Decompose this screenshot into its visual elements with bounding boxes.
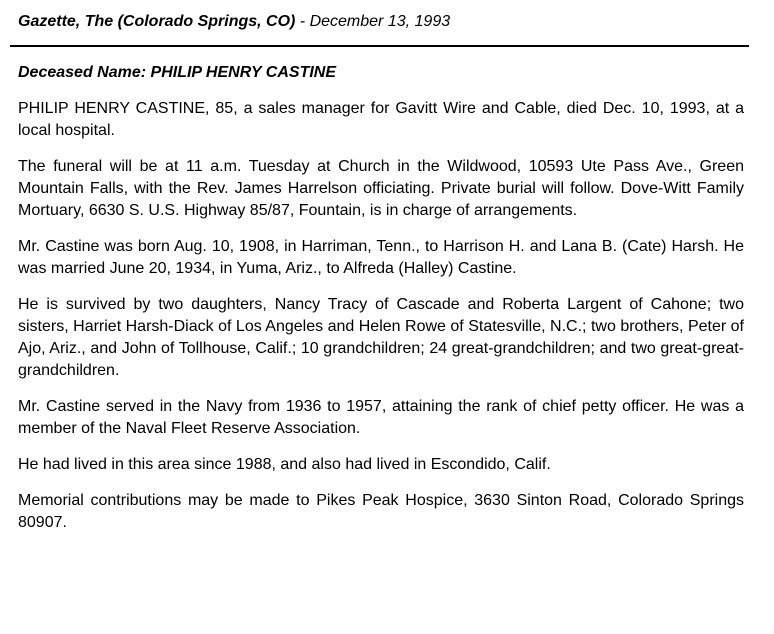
deceased-name: Deceased Name: PHILIP HENRY CASTINE bbox=[18, 64, 337, 81]
header-divider bbox=[10, 45, 749, 47]
obituary-body bbox=[18, 98, 744, 548]
obituary-paragraph: He is survived by two daughters, Nancy Tracy of Cascade and Roberta Largent of Cahone; two sisters, Harriet Harsh-Diack of Los Angeles and Helen Rowe of Statesville, N.C.; two brothers, Peter of Ajo, Ariz., and John of Tollhouse, Calif.; 10 grandchildren; 24 great-grandchildren; and two great-great-grandchildren. bbox=[18, 296, 744, 379]
obituary-paragraph: Mr. Castine served in the Navy from 1936 to 1957, attaining the rank of chief petty officer. He was a member of the Naval Fleet Reserve Association. bbox=[18, 398, 744, 437]
header-separator: - bbox=[295, 13, 310, 30]
obituary-paragraph: PHILIP HENRY CASTINE, 85, a sales manager for Gavitt Wire and Cable, died Dec. 10, 1993, at a local hospital. bbox=[18, 100, 744, 139]
obituary-paragraph: Mr. Castine was born Aug. 10, 1908, in Harriman, Tenn., to Harrison H. and Lana B. (Cate) Harsh. He was married June 20, 1934, in Yuma, Ariz., to Alfreda (Halley) Castine. bbox=[18, 238, 744, 277]
publication-date: December 13, 1993 bbox=[309, 13, 451, 30]
obituary-paragraph: The funeral will be at 11 a.m. Tuesday at Church in the Wildwood, 10593 Ute Pass Ave., Green Mountain Falls, with the Rev. James Harrelson officiating. Private burial will follow. Dove-Witt Family Mortuary, 6630 S. U.S. Highway 85/87, Fountain, is in charge of arrangements. bbox=[18, 158, 744, 219]
obituary-paragraph: He had lived in this area since 1988, and also had lived in Escondido, Calif. bbox=[18, 456, 551, 473]
publication-name: Gazette, The (Colorado Springs, CO) bbox=[18, 13, 296, 30]
obituary-paragraph: Memorial contributions may be made to Pikes Peak Hospice, 3630 Sinton Road, Colorado Springs 80907. bbox=[18, 492, 744, 531]
article-header bbox=[18, 11, 450, 33]
